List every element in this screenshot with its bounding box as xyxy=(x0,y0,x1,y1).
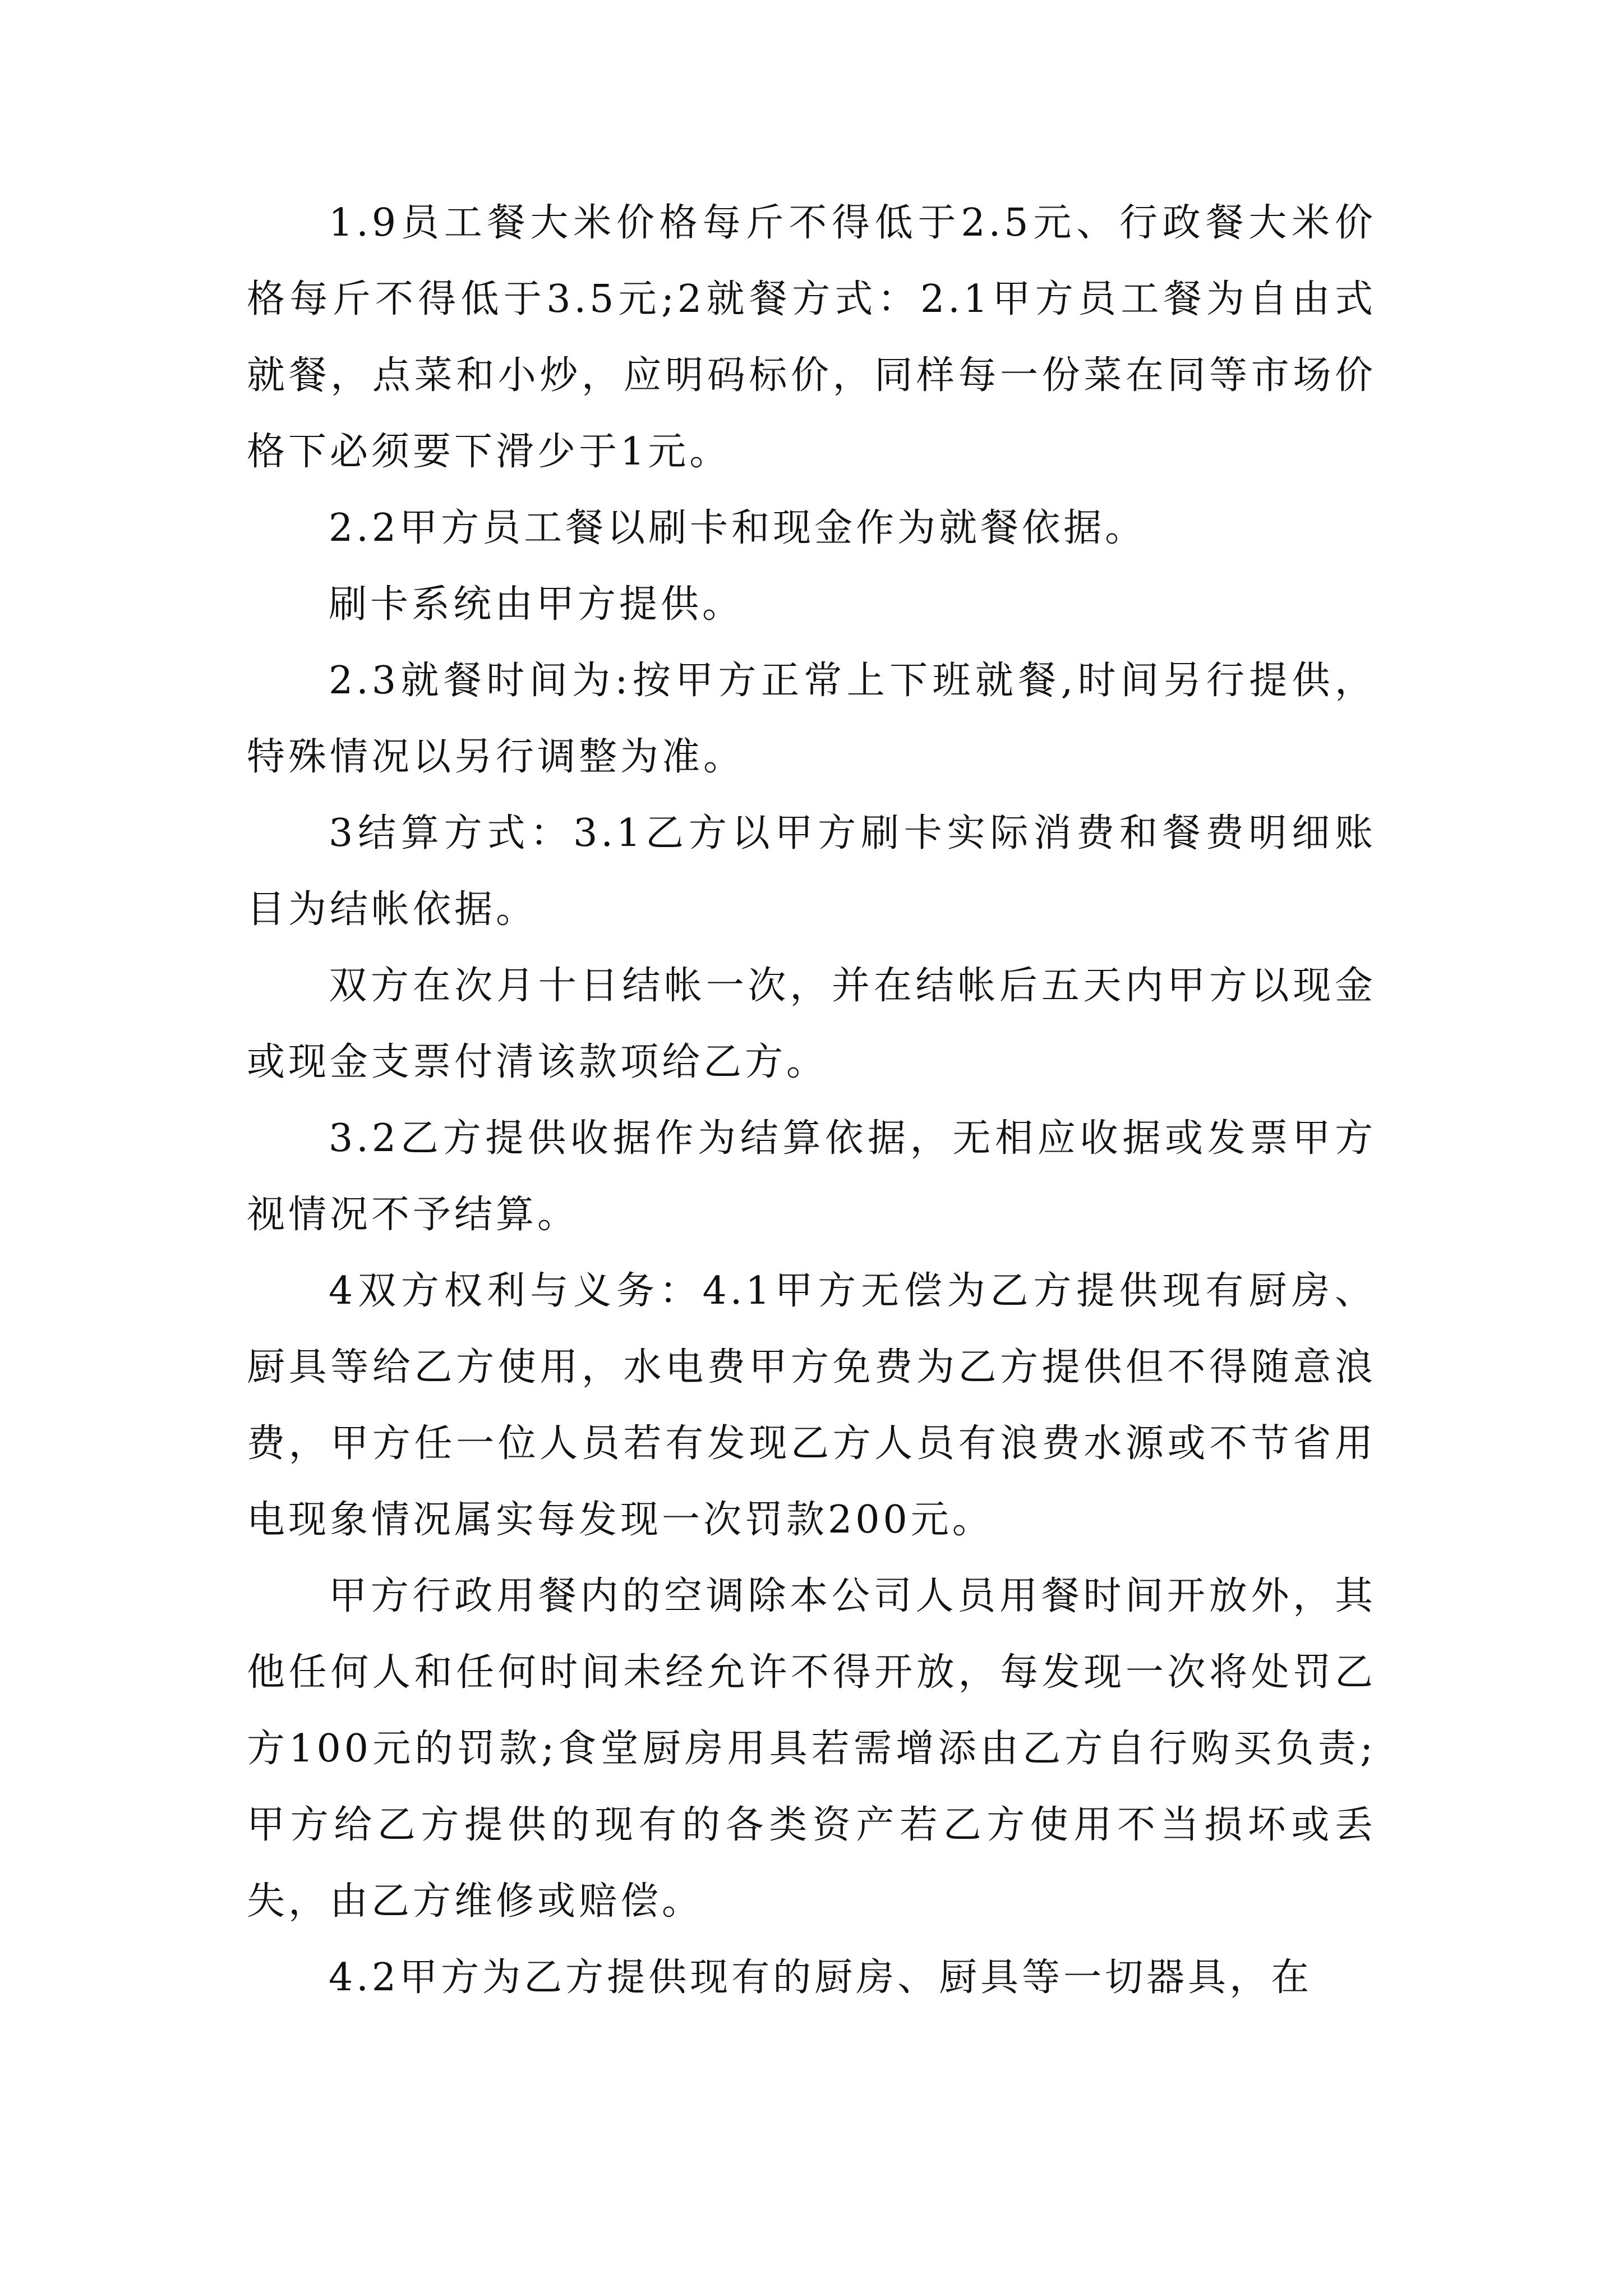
paragraph-settlement-method: 3结算方式：3.1乙方以甲方刷卡实际消费和餐费明细账目为结帐依据。 xyxy=(247,811,1376,932)
document-body xyxy=(247,185,1376,2016)
paragraph-rights-and-obligations: 4双方权利与义务：4.1甲方无偿为乙方提供现有厨房、厨具等给乙方使用，水电费甲方免费为乙方提供但不得随意浪费，甲方任一位人员若有发现乙方人员有浪费水源或不节省用电现象情况属实每发现一次罚款200元。 xyxy=(247,1269,1376,1542)
paragraph-dining-time: 2.3就餐时间为:按甲方正常上下班就餐,时间另行提供，特殊情况以另行调整为准。 xyxy=(247,659,1376,779)
paragraph-monthly-settlement: 双方在次月十日结帐一次，并在结帐后五天内甲方以现金或现金支票付清该款项给乙方。 xyxy=(247,964,1376,1084)
paragraph-kitchen-equipment: 4.2甲方为乙方提供现有的厨房、厨具等一切器具，在 xyxy=(329,1955,1313,2000)
paragraph-rice-price-and-dining-mode: 1.9员工餐大米价格每斤不得低于2.5元、行政餐大米价格每斤不得低于3.5元;2就餐方式：2.1甲方员工餐为自由式就餐，点菜和小炒，应明码标价，同样每一份菜在同等市场价格下必须要下滑少于1元。 xyxy=(247,201,1376,474)
paragraph-air-conditioning-and-assets: 甲方行政用餐内的空调除本公司人员用餐时间开放外，其他任何人和任何时间未经允许不得开放，每发现一次将处罚乙方100元的罚款;食堂厨房用具若需增添由乙方自行购买负责;甲方给乙方提供的现有的各类资产若乙方使用不当损坏或丢失，由乙方维修或赔偿。 xyxy=(247,1574,1376,1924)
paragraph-dining-basis: 2.2甲方员工餐以刷卡和现金作为就餐依据。 xyxy=(329,506,1147,550)
paragraph-receipt-basis: 3.2乙方提供收据作为结算依据，无相应收据或发票甲方视情况不予结算。 xyxy=(247,1116,1376,1237)
paragraph-card-system: 刷卡系统由甲方提供。 xyxy=(329,582,744,627)
